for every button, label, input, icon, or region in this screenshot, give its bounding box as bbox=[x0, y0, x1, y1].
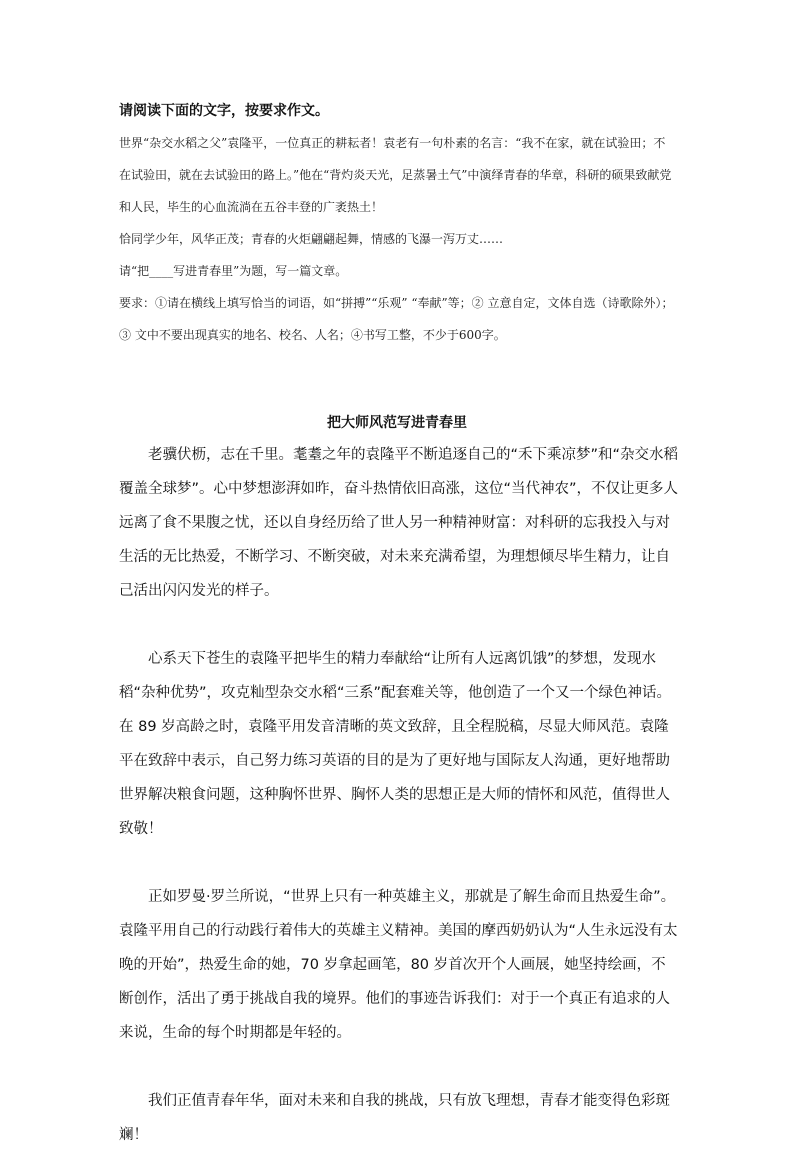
instruction-paragraph: 请“把____写进青春里”为题，写一篇文章。 bbox=[119, 264, 348, 278]
instruction-paragraph: 世界“杂交水稻之父”袁隆平，一位真正的耕耘者！袁老有一句朴素的名言：“我不在家，就在试验田；不在试验田，就在去试验田的路上。”他在“背灼炎天光，足蒸暑土气”中演绎青春的华章，科研的硕果致献党和人民，毕生的心血流淌在五谷丰登的广袤热土！ bbox=[119, 136, 672, 214]
instruction-requirements: 要求：①请在横线上填写恰当的词语，如“拼搏”“乐观” “奉献”等；② 立意自定，文体自选（诗歌除外）；③ 文中不要出现真实的地名、校名、人名；④书写工整，不少于600字。 bbox=[119, 296, 674, 342]
essay-paragraph: 正如罗曼·罗兰所说，“世界上只有一种英雄主义，那就是了解生命而且热爱生命”。袁隆平用自己的行动践行着伟大的英雄主义精神。美国的摩西奶奶认为“人生永远没有太晚的开始”，热爱生命的她，70 岁拿起画笔，80 岁首次开个人画展，她坚持绘画，不断创作，活出了勇于挑战自我的境界。他们的事迹告诉我们：对于一个真正有追求的人来说，生命的每个时期都是年轻的。 bbox=[119, 889, 678, 1041]
essay-paragraph: 我们正值青春年华，面对未来和自我的挑战，只有放飞理想，青春才能变得色彩斑斓！ bbox=[119, 1093, 670, 1143]
essay-paragraph: 心系天下苍生的袁隆平把毕生的精力奉献给“让所有人远离饥饿”的梦想，发现水稻“杂种优势”，攻克籼型杂交水稻“三系”配套难关等，他创造了一个又一个绿色神话。在 89 岁高龄之时，袁隆平用发音清晰的英文致辞，且全程脱稿，尽显大师风范。袁隆平在致辞中表示，自己努力练习英语的目的是为了更好地与国际友人沟通，更好地帮助世界解决粮食问题，这种胸怀世界、胸怀人类的思想正是大师的情怀和风范，值得世人致敬！ bbox=[119, 651, 672, 837]
instruction-paragraph: 恰同学少年，风华正茂；青春的火炬翩翩起舞，情感的飞瀑一泻万丈…… bbox=[119, 232, 504, 246]
essay-body bbox=[119, 438, 679, 1152]
essay-paragraph: 老骥伏枥，志在千里。耄耋之年的袁隆平不断追逐自己的“禾下乘凉梦”和“杂交水稻覆盖全球梦”。心中梦想澎湃如昨，奋斗热情依旧高涨，这位“当代神农”，不仅让更多人远离了食不果腹之忧，还以自身经历给了世人另一种精神财富：对科研的忘我投入与对生活的无比热爱，不断学习、不断突破，对未来充满希望，为理想倾尽毕生精力，让自己活出闪闪发光的样子。 bbox=[119, 447, 679, 599]
essay-title: 把大师风范写进青春里 bbox=[327, 415, 467, 431]
instruction-body bbox=[119, 127, 677, 351]
instruction-heading: 请阅读下面的文字，按要求作文。 bbox=[119, 103, 329, 119]
